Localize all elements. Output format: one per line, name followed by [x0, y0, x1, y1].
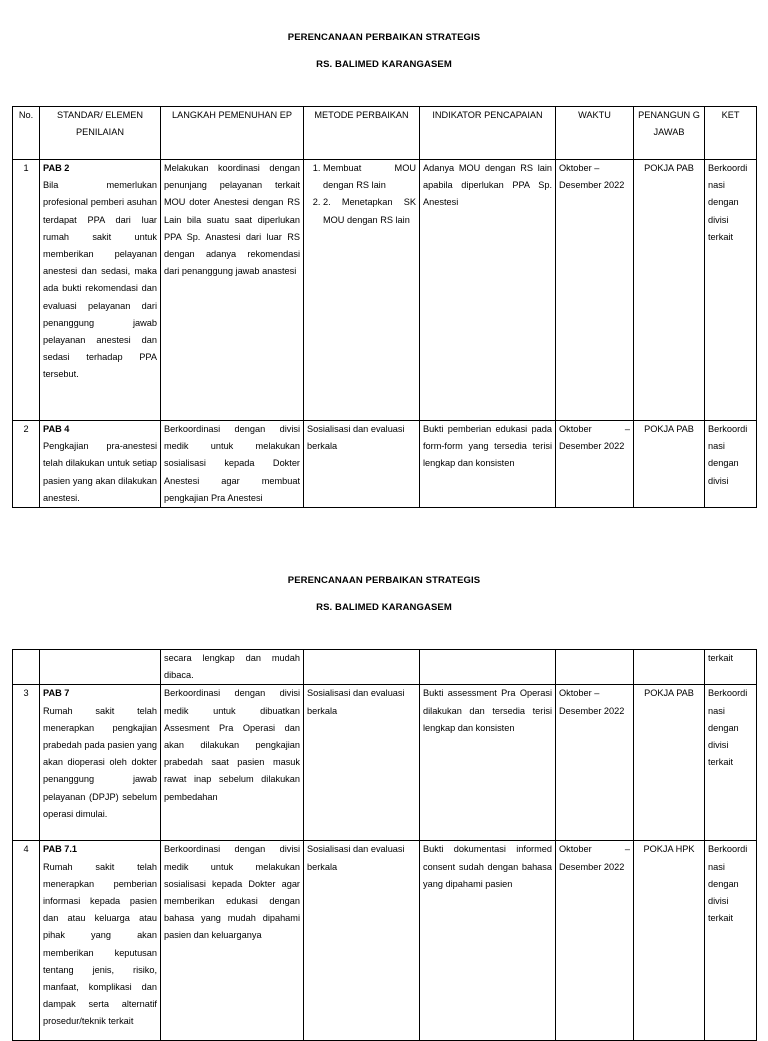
header-metode: METODE PERBAIKAN [304, 107, 420, 160]
page-subtitle: RS. BALIMED KARANGASEM [316, 59, 452, 70]
row-number [13, 650, 40, 685]
standard-code: PAB 2 [43, 163, 70, 173]
penanggung-jawab-cell [634, 650, 705, 685]
header-ket: KET [705, 107, 757, 160]
table-row [13, 160, 757, 421]
waktu-cell: Oktober – Desember 2022 [556, 685, 634, 841]
standar-cell [40, 160, 161, 421]
standard-text: Rumah sakit telah menerapkan pemberian informasi kepada pasien dan atau keluarga atau pihak yang akan memberikan keputusan tentang jenis, risiko, manfaat, komplikasi dan dampak serta alternatif prosedur/teknik terkait [43, 861, 157, 1027]
header-langkah: LANGKAH PEMENUHAN EP [161, 107, 304, 160]
penanggung-jawab-cell: POKJA HPK [634, 841, 705, 1041]
metode-cell [304, 160, 420, 421]
ket-cell: Berkoordi nasi dengan divisi [705, 421, 757, 508]
penanggung-jawab-cell: POKJA PAB [634, 160, 705, 421]
header-waktu: WAKTU [556, 107, 634, 160]
page-title: PERENCANAAN PERBAIKAN STRATEGIS [287, 575, 481, 586]
plan-table [12, 649, 757, 1041]
row-number: 2 [13, 421, 40, 508]
table-row [13, 650, 757, 685]
langkah-cell: secara lengkap dan mudah dibaca. [161, 650, 304, 685]
metode-list [307, 160, 416, 229]
row-number: 1 [13, 160, 40, 421]
indikator-cell [420, 650, 556, 685]
waktu-cell: Oktober – Desember 2022 [556, 841, 634, 1041]
standard-code: PAB 7 [43, 688, 70, 699]
indikator-cell: Bukti dokumentasi informed consent sudah dengan bahasa yang dipahami pasien [420, 841, 556, 1041]
header-no: No. [13, 107, 40, 160]
plan-table [12, 106, 757, 508]
standard-code: PAB 4 [43, 424, 70, 434]
page-title: PERENCANAAN PERBAIKAN STRATEGIS [287, 32, 481, 43]
standar-cell [40, 650, 161, 685]
penanggung-jawab-cell: POKJA PAB [634, 421, 705, 508]
standar-cell [40, 685, 161, 841]
indikator-cell: Bukti pemberian edukasi pada form-form yang tersedia terisi lengkap dan konsisten [420, 421, 556, 508]
page-subtitle: RS. BALIMED KARANGASEM [316, 602, 452, 613]
waktu-cell: Oktober – Desember 2022 [556, 421, 634, 508]
header-standar: STANDAR/ ELEMEN PENILAIAN [40, 107, 161, 160]
ket-cell: terkait [705, 650, 757, 685]
ket-cell: Berkoordi nasi dengan divisi terkait [705, 685, 757, 841]
metode-cell [304, 650, 420, 685]
row-number: 4 [13, 841, 40, 1041]
list-item: 2. 2. Menetapkan SK MOU dengan RS lain [323, 194, 416, 228]
langkah-cell: Berkoordinasi dengan divisi medik untuk dibuatkan Assesment Pra Operasi dan akan dilakukan pengkajian prabedah saat pasien masuk rawat inap sebelum dilakukan pembedahan [161, 685, 304, 841]
table-row [13, 421, 757, 508]
header-penanggung-jawab: PENANGUN G JAWAB [634, 107, 705, 160]
waktu-cell [556, 650, 634, 685]
waktu-cell: Oktober – Desember 2022 [556, 160, 634, 421]
ket-cell: Berkoordi nasi dengan divisi terkait [705, 841, 757, 1041]
langkah-cell: Melakukan koordinasi dengan penunjang pelayanan terkait MOU doter Anestesi dengan RS Lain bila suatu saat diperlukan PPA Sp. Anastesi dari luar RS dengan adanya rekomendasi dari penanggung jawab anastesi [161, 160, 304, 421]
langkah-cell: Berkoordinasi dengan divisi medik untuk melakukan sosialisasi kepada Dokter Anestesi agar membuat pengkajian Pra Anestesi [161, 421, 304, 508]
standard-text: Pengkajian pra-anestesi telah dilakukan untuk setiap pasien yang akan dilakukan anestesi. [43, 441, 157, 503]
standard-code: PAB 7.1 [43, 844, 78, 855]
penanggung-jawab-cell: POKJA PAB [634, 685, 705, 841]
standar-cell [40, 421, 161, 508]
list-item: 1. Membuat MOU dengan RS lain [323, 160, 416, 194]
indikator-cell: Bukti assessment Pra Operasi dilakukan dan tersedia terisi lengkap dan konsisten [420, 685, 556, 841]
standard-text: Bila memerlukan profesional pemberi asuhan terdapat PPA dari luar rumah sakit untuk memberikan pelayanan anestesi dan sedasi, maka ada bukti rekomendasi dan evaluasi pelayanan dari penanggung jawab pelayanan anestesi dan sedasi terhadap PPA tersebut. [43, 180, 157, 380]
metode-cell: Sosialisasi dan evaluasi berkala [304, 841, 420, 1041]
indikator-cell: Adanya MOU dengan RS lain apabila diperlukan PPA Sp. Anestesi [420, 160, 556, 421]
table-row [13, 685, 757, 841]
ket-cell: Berkoordi nasi dengan divisi terkait [705, 160, 757, 421]
row-number: 3 [13, 685, 40, 841]
standar-cell [40, 841, 161, 1041]
langkah-cell: Berkoordinasi dengan divisi medik untuk melakukan sosialisasi kepada Dokter agar memberikan edukasi dengan bahasa yang mudah dipahami pasien dan keluarganya [161, 841, 304, 1041]
table-row [13, 841, 757, 1041]
metode-cell: Sosialisasi dan evaluasi berkala [304, 685, 420, 841]
table-header-row [13, 107, 757, 160]
metode-cell: Sosialisasi dan evaluasi berkala [304, 421, 420, 508]
header-indikator: INDIKATOR PENCAPAIAN [420, 107, 556, 160]
standard-text: Rumah sakit telah menerapkan pengkajian prabedah pada pasien yang akan dioperasi oleh dokter penanggung jawab pelayanan (DPJP) sebelum operasi dimulai. [43, 705, 157, 819]
